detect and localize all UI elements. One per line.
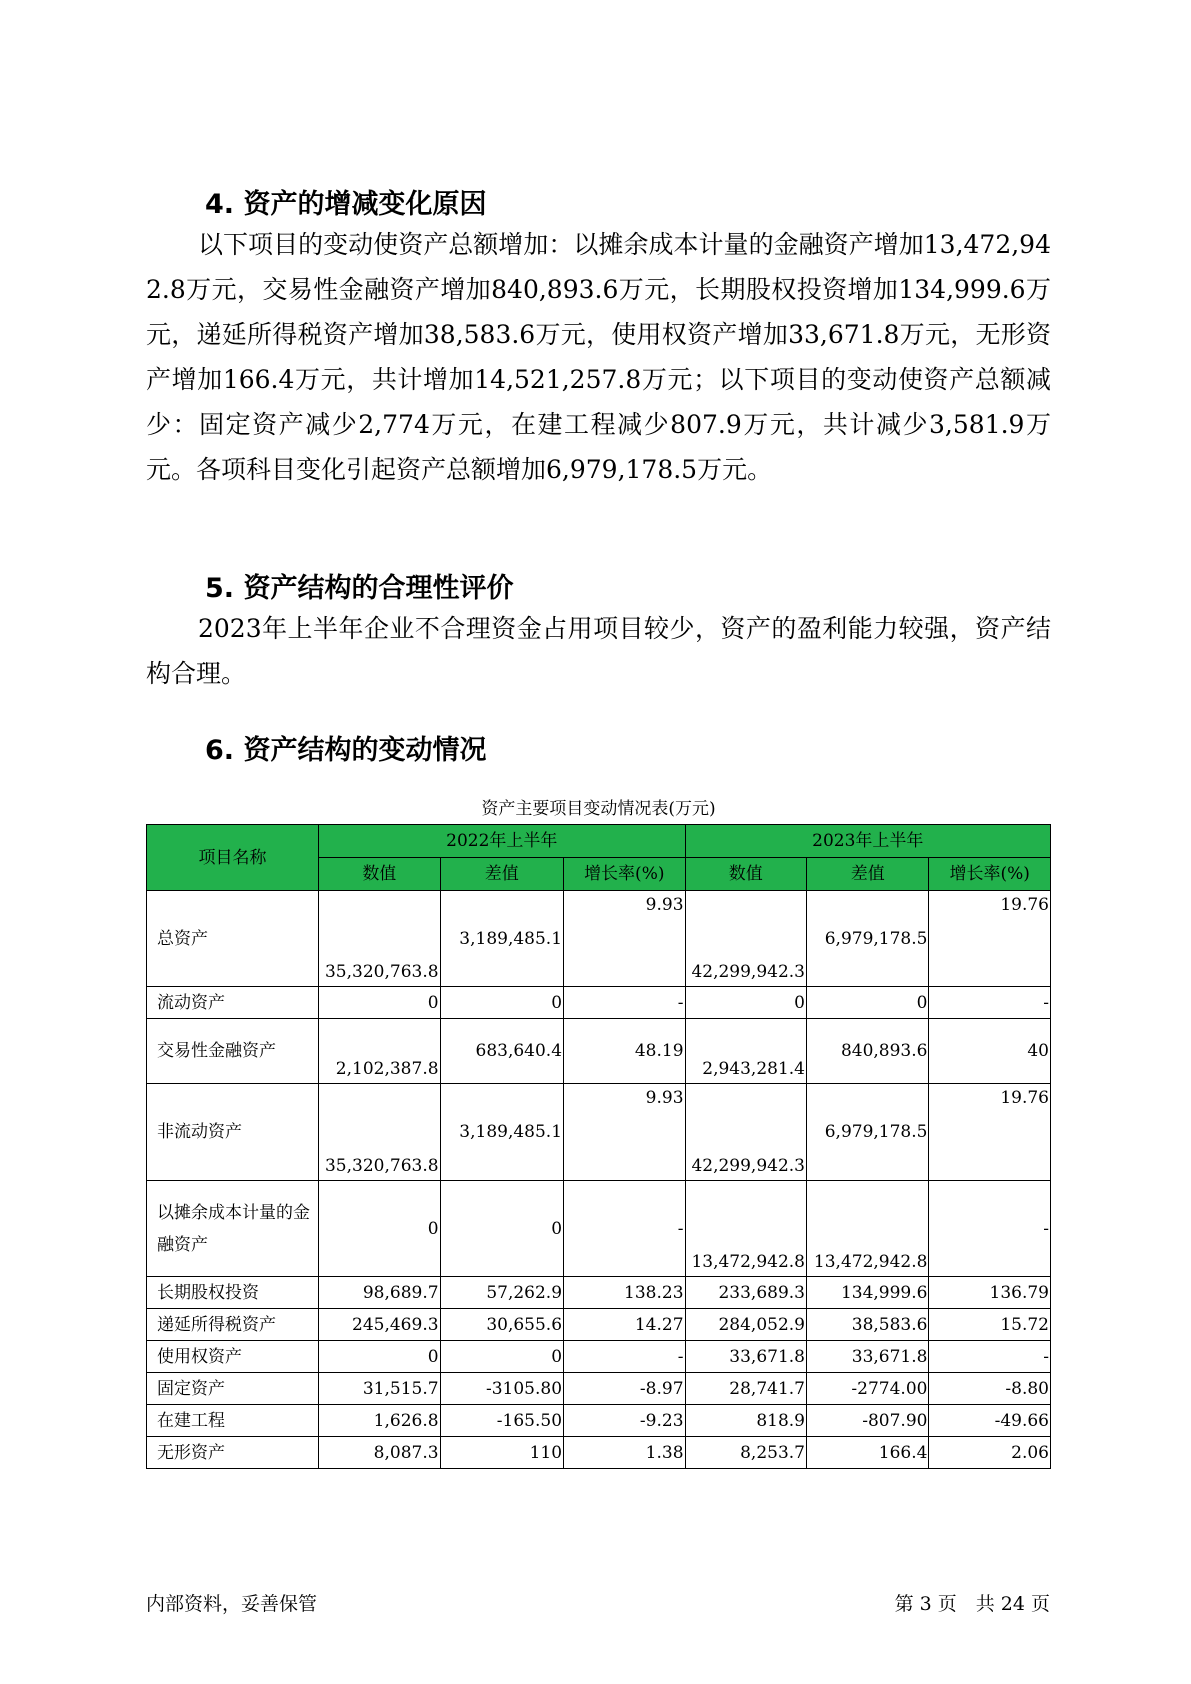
- table-row: [147, 1341, 1051, 1373]
- cell-rate-2023: 15.72: [929, 1309, 1051, 1341]
- table-row: [147, 1084, 1051, 1181]
- cell-diff-2022: 3,189,485.1: [440, 1084, 563, 1181]
- cell-diff-2022: 0: [440, 1341, 563, 1373]
- cell-rate-2023: -: [929, 1341, 1051, 1373]
- cell-rate-2022: -: [564, 1181, 686, 1277]
- section5-paragraph: 2023年上半年企业不合理资金占用项目较少，资产的盈利能力较强，资产结构合理。: [146, 614, 1051, 688]
- cell-rate-2022: 9.93: [564, 891, 686, 987]
- cell-diff-2023: 33,671.8: [807, 1341, 929, 1373]
- asset-change-table: [146, 824, 1051, 1469]
- cell-value-2022: 35,320,763.8: [319, 1084, 440, 1181]
- cell-diff-2023: 166.4: [807, 1437, 929, 1469]
- row-name: 无形资产: [147, 1437, 319, 1469]
- cell-rate-2023: -: [929, 987, 1051, 1019]
- cell-diff-2023: 0: [807, 987, 929, 1019]
- row-name: 长期股权投资: [147, 1277, 319, 1309]
- cell-value-2023: 28,741.7: [685, 1373, 806, 1405]
- cell-value-2023: 13,472,942.8: [685, 1181, 806, 1277]
- footer-confidential-note: 内部资料，妥善保管: [146, 1593, 318, 1615]
- table-row: [147, 1019, 1051, 1084]
- cell-rate-2022: 138.23: [564, 1277, 686, 1309]
- cell-diff-2022: 110: [440, 1437, 563, 1469]
- cell-rate-2023: 19.76: [929, 891, 1051, 987]
- cell-value-2022: 98,689.7: [319, 1277, 440, 1309]
- cell-rate-2022: 9.93: [564, 1084, 686, 1181]
- cell-rate-2023: -8.80: [929, 1373, 1051, 1405]
- row-name: 非流动资产: [147, 1084, 319, 1181]
- cell-value-2023: 284,052.9: [685, 1309, 806, 1341]
- cell-value-2023: 2,943,281.4: [685, 1019, 806, 1084]
- section4-paragraph: 以下项目的变动使资产总额增加：以摊余成本计量的金融资产增加13,472,942.8万元，交易性金融资产增加840,893.6万元，长期股权投资增加134,999.6万元，递延所得税资产增加38,583.6万元，使用权资产增加33,671.8万元，无形资产增加166.4万元，共计增加14,521,257.8万元；以下项目的变动使资产总额减少：固定资产减少2,774万元，在建工程减少807.9万元，共计减少3,581.9万元。各项科目变化引起资产总额增加6,979,178.5万元。: [146, 230, 1051, 484]
- header-diff-2022: 差值: [440, 858, 563, 891]
- section4-heading: 4. 资产的增减变化原因: [205, 189, 487, 220]
- cell-rate-2022: -9.23: [564, 1405, 686, 1437]
- cell-value-2022: 0: [319, 1341, 440, 1373]
- cell-diff-2023: 134,999.6: [807, 1277, 929, 1309]
- row-name: 使用权资产: [147, 1341, 319, 1373]
- cell-rate-2023: 40: [929, 1019, 1051, 1084]
- header-group-2022: 2022年上半年: [319, 825, 685, 858]
- cell-diff-2022: 3,189,485.1: [440, 891, 563, 987]
- cell-diff-2022: -165.50: [440, 1405, 563, 1437]
- cell-diff-2023: -807.90: [807, 1405, 929, 1437]
- section5-heading: 5. 资产结构的合理性评价: [205, 573, 514, 604]
- row-name: 在建工程: [147, 1405, 319, 1437]
- cell-value-2022: 35,320,763.8: [319, 891, 440, 987]
- header-rate-2023: 增长率(%): [929, 858, 1051, 891]
- cell-diff-2023: 38,583.6: [807, 1309, 929, 1341]
- cell-diff-2022: 57,262.9: [440, 1277, 563, 1309]
- cell-diff-2022: 683,640.4: [440, 1019, 563, 1084]
- header-item-name: 项目名称: [147, 825, 319, 891]
- header-diff-2023: 差值: [807, 858, 929, 891]
- cell-diff-2022: 0: [440, 1181, 563, 1277]
- cell-value-2022: 2,102,387.8: [319, 1019, 440, 1084]
- cell-rate-2022: 48.19: [564, 1019, 686, 1084]
- cell-value-2022: 31,515.7: [319, 1373, 440, 1405]
- cell-value-2023: 33,671.8: [685, 1341, 806, 1373]
- header-group-2023: 2023年上半年: [685, 825, 1050, 858]
- cell-value-2023: 233,689.3: [685, 1277, 806, 1309]
- cell-diff-2022: 0: [440, 987, 563, 1019]
- cell-value-2022: 1,626.8: [319, 1405, 440, 1437]
- cell-rate-2022: 1.38: [564, 1437, 686, 1469]
- cell-rate-2023: -49.66: [929, 1405, 1051, 1437]
- table-row: [147, 987, 1051, 1019]
- header-value-2022: 数值: [319, 858, 440, 891]
- cell-diff-2023: 6,979,178.5: [807, 1084, 929, 1181]
- cell-rate-2022: 14.27: [564, 1309, 686, 1341]
- table-row: [147, 891, 1051, 987]
- row-name: 以摊余成本计量的金融资产: [147, 1181, 319, 1277]
- row-name: 总资产: [147, 891, 319, 987]
- header-rate-2022: 增长率(%): [564, 858, 686, 891]
- cell-value-2023: 8,253.7: [685, 1437, 806, 1469]
- table-row: [147, 1405, 1051, 1437]
- row-name: 固定资产: [147, 1373, 319, 1405]
- table-row: [147, 1277, 1051, 1309]
- cell-diff-2023: 6,979,178.5: [807, 891, 929, 987]
- cell-value-2023: 818.9: [685, 1405, 806, 1437]
- table-caption: 资产主要项目变动情况表(万元): [481, 799, 716, 819]
- cell-rate-2023: 2.06: [929, 1437, 1051, 1469]
- section6-heading: 6. 资产结构的变动情况: [205, 735, 487, 766]
- table-row: [147, 1437, 1051, 1469]
- row-name: 递延所得税资产: [147, 1309, 319, 1341]
- cell-value-2023: 42,299,942.3: [685, 1084, 806, 1181]
- table-row: [147, 1373, 1051, 1405]
- cell-rate-2023: -: [929, 1181, 1051, 1277]
- cell-rate-2023: 136.79: [929, 1277, 1051, 1309]
- cell-diff-2022: -3105.80: [440, 1373, 563, 1405]
- cell-value-2022: 0: [319, 987, 440, 1019]
- cell-diff-2023: 13,472,942.8: [807, 1181, 929, 1277]
- cell-rate-2023: 19.76: [929, 1084, 1051, 1181]
- cell-value-2023: 0: [685, 987, 806, 1019]
- cell-value-2022: 245,469.3: [319, 1309, 440, 1341]
- cell-value-2022: 0: [319, 1181, 440, 1277]
- table-row: [147, 1309, 1051, 1341]
- cell-rate-2022: -8.97: [564, 1373, 686, 1405]
- header-value-2023: 数值: [685, 858, 806, 891]
- cell-diff-2023: -2774.00: [807, 1373, 929, 1405]
- footer-page-number: 第 3 页 共 24 页: [894, 1593, 1050, 1615]
- cell-diff-2023: 840,893.6: [807, 1019, 929, 1084]
- table-row: [147, 1181, 1051, 1277]
- cell-rate-2022: -: [564, 1341, 686, 1373]
- cell-value-2023: 42,299,942.3: [685, 891, 806, 987]
- cell-rate-2022: -: [564, 987, 686, 1019]
- row-name: 交易性金融资产: [147, 1019, 319, 1084]
- cell-diff-2022: 30,655.6: [440, 1309, 563, 1341]
- cell-value-2022: 8,087.3: [319, 1437, 440, 1469]
- row-name: 流动资产: [147, 987, 319, 1019]
